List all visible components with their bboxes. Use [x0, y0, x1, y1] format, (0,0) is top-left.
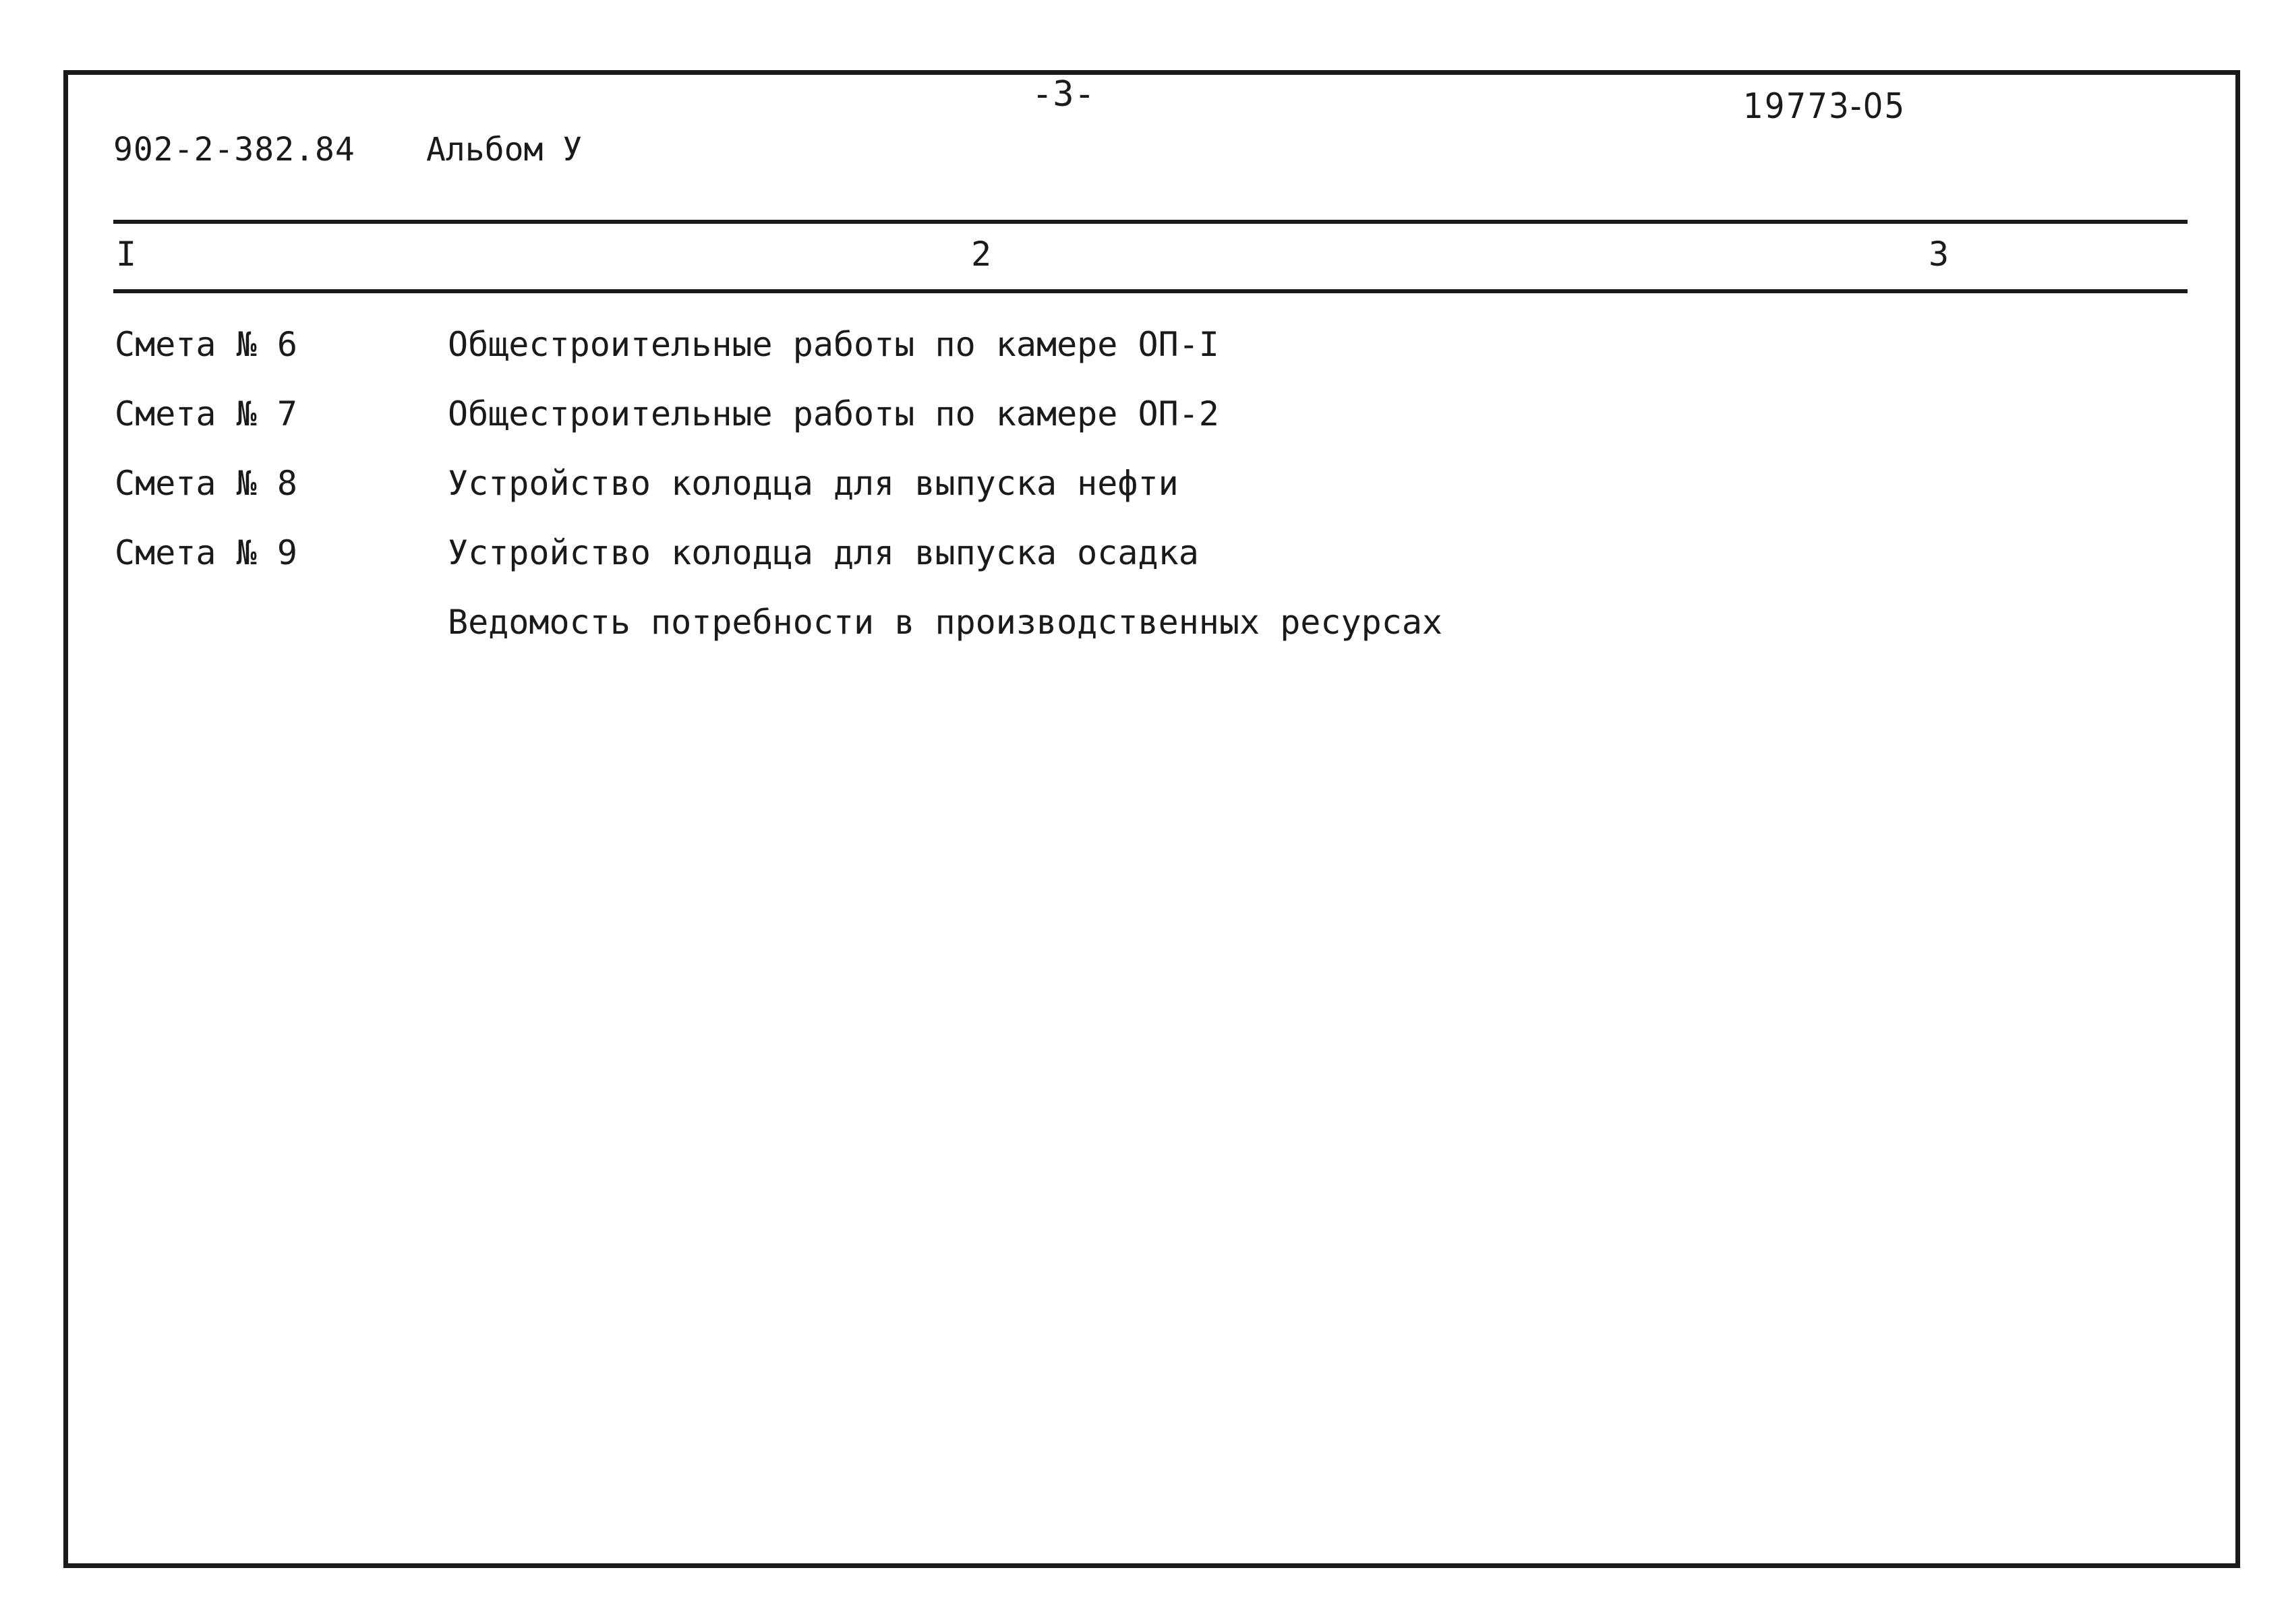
page-frame — [63, 70, 2240, 1568]
inventory-number: 19773-05 — [1743, 86, 1906, 127]
estimate-label: Смета № 6 — [115, 325, 297, 364]
album-title: Альбом У — [426, 131, 583, 169]
page-number: -3- — [1032, 74, 1095, 115]
column-header-2: 2 — [971, 235, 992, 274]
estimate-description: Общестроительные работы по камере ОП-2 — [448, 394, 1219, 433]
estimate-description: Устройство колодца для выпуска осадка — [448, 533, 1199, 572]
document-code: 902-2-382.84 — [113, 131, 355, 169]
estimate-label: Смета № 9 — [115, 533, 297, 572]
estimate-description: Ведомость потребности в производственных ресурсах — [448, 603, 1443, 642]
table-top-rule — [113, 220, 2188, 224]
estimate-label: Смета № 7 — [115, 394, 297, 433]
estimate-description: Общестроительные работы по камере ОП-I — [448, 325, 1219, 364]
table-header-rule — [113, 289, 2188, 293]
column-header-1: I — [116, 235, 137, 274]
estimate-label: Смета № 8 — [115, 464, 297, 503]
column-header-3: 3 — [1929, 235, 1950, 274]
estimate-description: Устройство колодца для выпуска нефти — [448, 464, 1179, 503]
